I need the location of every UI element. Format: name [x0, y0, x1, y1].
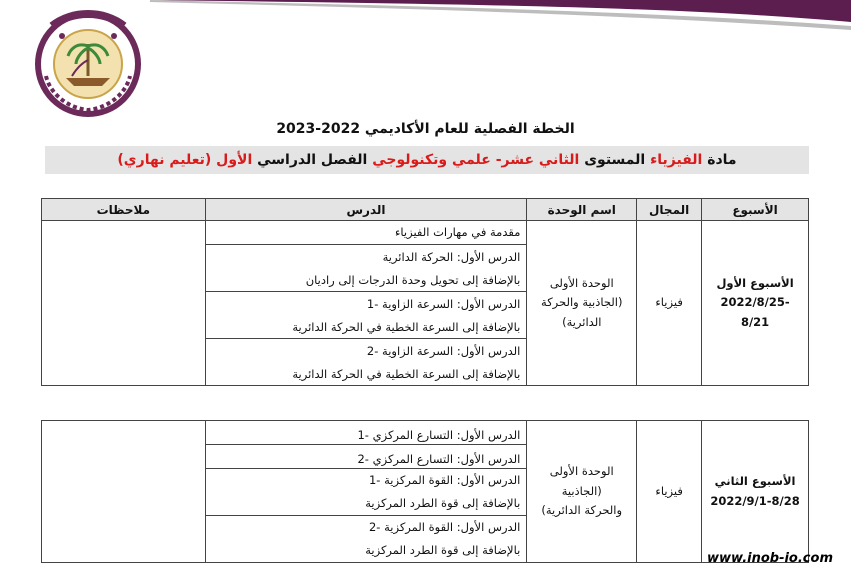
table-row: [42, 221, 809, 245]
col-unit: اسم الوحدة: [527, 199, 637, 221]
lesson-cell: [205, 221, 527, 245]
week-2-table: [41, 420, 809, 563]
lesson-line: الدرس الأول: التسارع المركزي -2: [357, 452, 521, 466]
subtitle-subject-prefix: مادة: [702, 152, 737, 168]
week-1-table: [41, 198, 809, 386]
week-name: الأسبوع الثاني: [714, 473, 796, 488]
lesson-line: الدرس الأول: الحركة الدائرية: [382, 250, 521, 264]
notes-cell: [42, 421, 206, 563]
lesson-line: مقدمة في مهارات الفيزياء: [394, 225, 521, 239]
col-lesson: الدرس: [205, 199, 527, 221]
lesson-line: الدرس الأول: السرعة الزاوية -1: [366, 297, 521, 311]
lesson-cell: [205, 445, 527, 469]
subtitle-subject: الفيزياء: [650, 152, 703, 168]
qatar-ministry-logo: [32, 6, 144, 118]
lesson-cell: [205, 421, 527, 445]
lesson-line: بالإضافة إلى قوة الطرد المركزية: [365, 543, 521, 557]
col-notes: ملاحظات: [42, 199, 206, 221]
unit-line: الوحدة الأولى: [549, 275, 614, 290]
table-row: [42, 421, 809, 445]
site-watermark: www.inob-io.com: [707, 551, 833, 566]
lesson-line: بالإضافة إلى السرعة الخطية في الحركة الدائرية: [292, 320, 521, 334]
field-cell: فيزياء: [637, 221, 702, 386]
plan-subtitle: [45, 146, 809, 174]
unit-cell: [527, 421, 637, 563]
subtitle-level: الثاني عشر- علمي وتكنولوجي: [372, 152, 580, 168]
week-dates: 2022/9/1-8/28: [710, 493, 800, 508]
lesson-cell: [205, 469, 527, 516]
lesson-line: الدرس الأول: القوة المركزية -2: [368, 520, 521, 534]
unit-line: (الجاذبية: [561, 483, 602, 498]
week-name: الأسبوع الأول: [716, 275, 794, 290]
unit-line: الدائرية): [562, 314, 602, 329]
lesson-cell: [205, 339, 527, 386]
plan-title: الخطة الفصلية للعام الأكاديمي 2022-2023: [276, 121, 575, 137]
unit-line: الوحدة الأولى: [549, 464, 614, 479]
lesson-line: الدرس الأول: التسارع المركزي -1: [357, 428, 521, 442]
col-week: الأسبوع: [702, 199, 809, 221]
lesson-line: بالإضافة إلى تحويل وحدة الدرجات إلى راديان: [305, 273, 521, 287]
field-cell: فيزياء: [637, 421, 702, 563]
lesson-cell: [205, 245, 527, 292]
lesson-cell: [205, 516, 527, 563]
subtitle-mode: (تعليم نهاري): [117, 152, 217, 168]
header-swoosh: [150, 0, 851, 30]
lesson-cell: [205, 292, 527, 339]
lesson-line: بالإضافة إلى قوة الطرد المركزية: [365, 496, 521, 510]
table-header-row: [42, 199, 809, 221]
col-field: المجال: [637, 199, 702, 221]
notes-cell: [42, 221, 206, 386]
unit-line: والحركة الدائرية): [541, 503, 623, 518]
lesson-line: الدرس الأول: القوة المركزية -1: [368, 473, 521, 487]
subtitle-level-prefix: المستوى: [579, 152, 651, 168]
unit-cell: [527, 221, 637, 386]
week-cell: [702, 421, 809, 563]
unit-line: (الجاذبية والحركة: [541, 295, 623, 310]
week-cell: [702, 221, 809, 386]
lesson-line: الدرس الأول: السرعة الزاوية -2: [366, 344, 521, 358]
subtitle-semester: الأول: [216, 152, 253, 168]
lesson-line: بالإضافة إلى السرعة الخطية في الحركة الدائرية: [292, 367, 521, 381]
week-dates: 2022/8/25-8/21: [720, 295, 790, 329]
subtitle-semester-prefix: الفصل الدراسي: [252, 152, 373, 168]
